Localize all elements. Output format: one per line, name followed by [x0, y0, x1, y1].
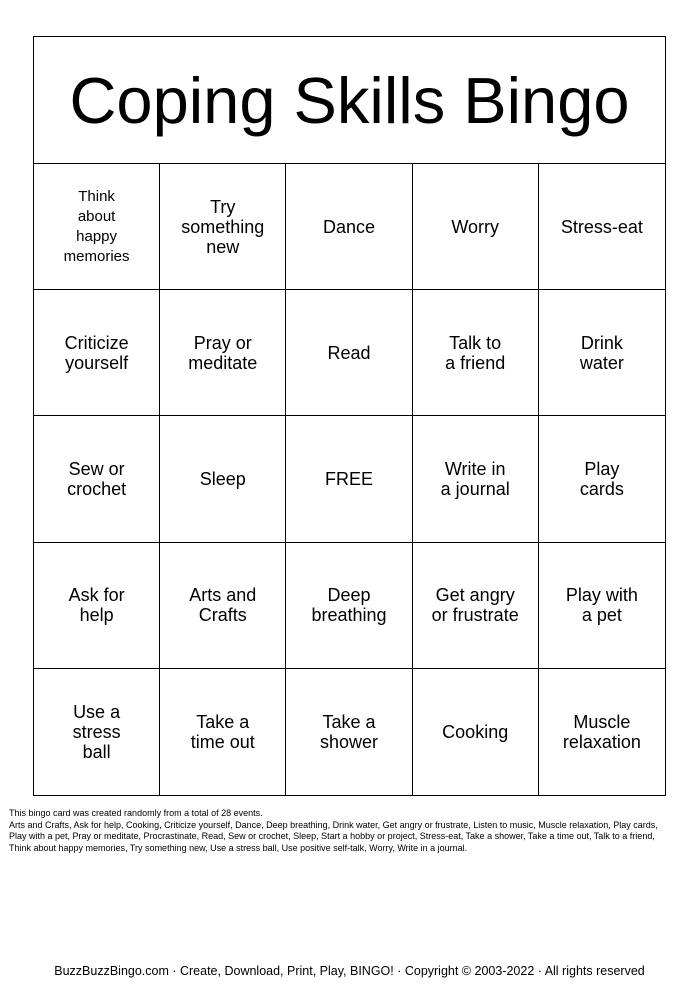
bingo-cell: Worry — [413, 164, 539, 290]
bingo-cell: Cooking — [413, 669, 539, 795]
bingo-cell-free: FREE — [286, 416, 412, 542]
bingo-cell: Read — [286, 290, 412, 416]
note-line: Arts and Crafts, Ask for help, Cooking, Criticize yourself, Dance, Deep breathing, Drink water, Get angry or frustrate, Listen to music, Muscle relaxation, Play cards, — [9, 819, 658, 830]
bingo-cell: Criticize yourself — [34, 290, 160, 416]
bingo-cell: Sleep — [160, 416, 286, 542]
bingo-cell: Drink water — [539, 290, 665, 416]
bingo-cell: Sew or crochet — [34, 416, 160, 542]
bingo-cell: Play cards — [539, 416, 665, 542]
bingo-cell: Think about happy memories — [34, 164, 160, 290]
bingo-cell: Get angry or frustrate — [413, 543, 539, 669]
bingo-grid — [34, 164, 665, 795]
note-line: Think about happy memories, Try something new, Use a stress ball, Use positive self-talk, Worry, Write in a journal. — [9, 842, 468, 853]
bingo-cell: Talk to a friend — [413, 290, 539, 416]
bingo-cell: Ask for help — [34, 543, 160, 669]
events-note — [9, 808, 693, 854]
bingo-cell: Write in a journal — [413, 416, 539, 542]
note-line: Play with a pet, Pray or meditate, Procrastinate, Read, Sew or crochet, Sleep, Start a hobby or project, Stress-eat, Take a shower, Take a time out, Talk to a friend, — [9, 831, 655, 841]
bingo-cell: Pray or meditate — [160, 290, 286, 416]
bingo-cell: Take a shower — [286, 669, 412, 795]
bingo-card — [33, 36, 666, 796]
bingo-cell: Use a stress ball — [34, 669, 160, 795]
bingo-cell: Take a time out — [160, 669, 286, 795]
bingo-cell: Play with a pet — [539, 543, 665, 669]
bingo-cell: Try something new — [160, 164, 286, 290]
bingo-cell: Muscle relaxation — [562, 711, 641, 752]
footer-text: BuzzBuzzBingo.com · Create, Download, Print, Play, BINGO! · Copyright © 2003-2022 · All rights reserved — [54, 964, 645, 978]
bingo-cell: Stress-eat — [539, 164, 665, 290]
bingo-cell: Deep breathing — [286, 543, 412, 669]
note-line: This bingo card was created randomly from a total of 28 events. — [9, 808, 263, 818]
bingo-cell: Dance — [286, 164, 412, 290]
card-title: Coping Skills Bingo — [34, 37, 665, 164]
bingo-cell: Arts and Crafts — [160, 543, 286, 669]
